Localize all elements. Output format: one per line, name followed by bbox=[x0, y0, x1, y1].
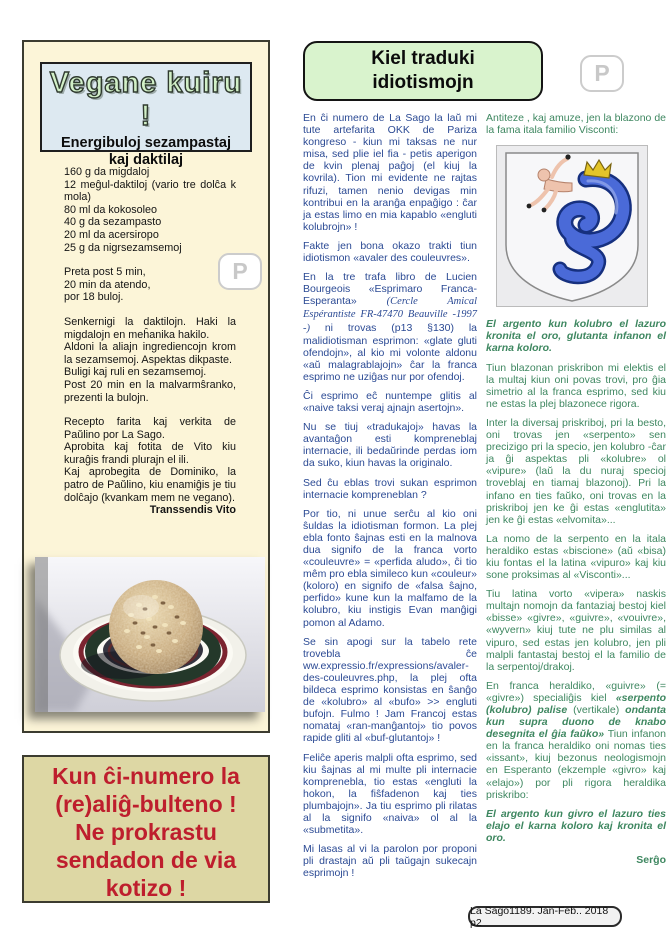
credit-line: Kaj aprobegita de Dominiko, la patro de Paŭlino, kiu enamiĝis je tiu dolĉajo (kvankam mem ne vegano). bbox=[64, 466, 236, 504]
heraldic-term: «serpento (kolubro) palise bbox=[486, 691, 666, 716]
article-paragraph: Tiun blazonan priskribon mi elektis el la multaj kiun oni povas trovi, pro ĝia simetrio al la franca esprimo, sed kiu ne estas la plej blazonece rigora. bbox=[486, 361, 666, 410]
article-paragraph: Antiteze , kaj amuze, jen la blazono de la fama itala familio Visconti: bbox=[486, 112, 666, 137]
step-line: Aldoni la aliajn ingrediencojn krom la sezamsemoj. Aspektas dikpaste. bbox=[64, 341, 236, 366]
p-badge-header bbox=[580, 55, 624, 92]
author-signature: Serĝo bbox=[636, 854, 666, 867]
page-footer bbox=[468, 906, 622, 927]
blazon-description-quote: El argento kun kolubro el lazuro kronita el oro, glutanta infanon el karna koloro. bbox=[486, 318, 666, 355]
timing-line: Preta post 5 min, bbox=[64, 266, 146, 279]
credits-block bbox=[64, 416, 236, 517]
paragraph-segment: (vertikale) bbox=[573, 704, 626, 716]
article-paragraph: Nu se tiuj «tradukajoj» havas la avantaĝon esti kompreneblaj internacie, ili bedaŭrinde perdas iom da suko, kiun havas la originalo. bbox=[303, 421, 477, 470]
ingredient-line: 40 g da sezampasto bbox=[64, 216, 162, 229]
ingredient-list bbox=[64, 166, 236, 254]
recipe-subtitle: Energibuloj sezampastaj kaj daktilaj bbox=[60, 135, 232, 169]
article-paragraph: Se sin apogi sur la tabelo rete trovebla ĉe ww.expressio.fr/expressions/avaler-des-couleuvres.php, la plej ofta bildeca esprimo konsistas en ŝanĝo de «kolubro» al «bufo» >> engluti bufojn. Fulmo ! Jam Francoj estas nomataj «ran-manĝantoj» tio povos rapide gliti al «buf-glutantoj» ! bbox=[303, 635, 477, 745]
paragraph-segment: Tiun infanon en la franca heraldiko oni nomas ties «issant», kiuj bezonus neologismojn en Esperanto (ekzemple «givro» kaj «elajo») por pli rigora heraldika priskribo: bbox=[486, 728, 666, 801]
p-badge-letter: P bbox=[594, 60, 610, 86]
recipe-photo bbox=[35, 557, 265, 712]
steps-block bbox=[64, 316, 236, 404]
ingredient-line: 12 meĝul-daktiloj (vario tre dolĉa k mola) bbox=[64, 178, 236, 204]
membership-announcement bbox=[22, 755, 270, 903]
paragraph-segment: En franca heraldiko, «guivre» (= «givre») specialiĝis kiel bbox=[486, 679, 666, 704]
announcement-line: sendadon de via bbox=[55, 847, 237, 873]
ingredient-line: 160 g da migdaloj bbox=[64, 166, 150, 178]
paragraph-segment: ni trovas (p13 §130) la malidiotisman esprimon: «glate gluti ofendojn», al kio mi volonte aldonu «aŭ malagrablajojn» ĉar la franca esprimo ne uziĝas nur por ofendoj. bbox=[303, 321, 477, 383]
article-title-line1: Kiel traduki bbox=[371, 48, 475, 70]
article-paragraph: La nomo de la serpento en la itala heraldiko estas «biscione» (aŭ «bisa) kiu fontas el la latina «vipuro» kaj kiu sone proksimas al «Visconti»... bbox=[486, 532, 666, 582]
article-column-middle bbox=[303, 112, 477, 886]
article-paragraph: Inter la diversaj priskriboj, pri la besto, oni trovas jen «serpento» sen precizigo pri la specio, jen kolubro -ĉar ja ĝi aspektas pli «kolubre» ol «vipure» (laŭ la du nuraj specioj troveblaj en tiamaj blazonoj). Pri la infano en ties faŭko, oni trovas en la priskriboj jen ke ĝi estas «englutita» jen ke ĝi estas «elvomita»... bbox=[486, 416, 666, 526]
step-line: Senkernigi la daktilojn. Haki la migdalojn en meĥanika hakilo. bbox=[64, 315, 236, 341]
article-paragraph bbox=[303, 271, 477, 383]
article-paragraph: Mi lasas al vi la parolon por proponi pli drastajn aŭ pli taŭgajn sukecajn esprimojn ! bbox=[303, 843, 477, 880]
timing-block bbox=[64, 266, 236, 304]
recipe-title: Vegane kuiru ! bbox=[49, 67, 243, 132]
ingredient-line: 80 ml da kokosoleo bbox=[64, 203, 158, 216]
recipe-signature: Transsendis Vito bbox=[149, 504, 236, 517]
article-paragraph: Ĉi esprimo eĉ nuntempe glitis al «naive taksi veraj ajnajn asertojn». bbox=[303, 389, 477, 415]
recipe-body bbox=[64, 166, 236, 529]
timing-line: por 18 buloj. bbox=[64, 291, 124, 304]
article-paragraph: Tiu latina vorto «vipera» naskis multajn nomojn da fantaziaj bestoj kiel «bisse» «givre», «guivre», «vouivre», «wyvern» kiuj tute ne plu similas al vipuro, sed estas jen kolubro, jen pli malpli fantastaj bestoj el la familio de la serpentoj/drakoj. bbox=[486, 588, 666, 673]
article-column-right bbox=[486, 112, 666, 866]
article-title-box bbox=[303, 41, 543, 101]
book-reference: (Cercle Amical Espérantiste FR-47470 Beauville -1997 -) bbox=[303, 296, 477, 334]
ingredient-line: 20 ml da acersiropo bbox=[64, 228, 159, 241]
article-title-line2: idiotismojn bbox=[372, 72, 474, 93]
visconti-blazon-image bbox=[496, 145, 648, 307]
announcement-line: kotizo ! bbox=[105, 875, 187, 901]
article-paragraph: En ĉi numero de La Sago la laŭ mi tute artefarita OKK de Pariza kongreso - kiun mi taksas ne nur misa, sed plie iel fia - petis aperigon de kvin plenaj paĝoj (el kiuj la kovrila). Tion mi evidente ne rajtas rifuzi, tamen nenio devigas min kontribui en la aranĝa enpaĝigo : ĉar ja estas limo en mia kapablo «engluti kolubrojn» ! bbox=[303, 112, 477, 233]
heraldic-term: ondanta kun supra duono de knabo desegnita el ĝia faŭko» bbox=[486, 704, 666, 741]
credit-line: Aprobita kaj fotita de Vito kiu kuraĝis frandi plurajn el ili. bbox=[64, 441, 236, 466]
article-paragraph: Fakte jen bona okazo trakti tiun idiotismon «avaler des couleuvres». bbox=[303, 239, 477, 265]
credit-line: Recepto farita kaj verkita de Paŭlino por La Sago. bbox=[64, 416, 236, 441]
article-paragraph bbox=[486, 680, 666, 801]
blazon-description-quote: El argento kun givro el lazuro ties elajo el karna koloro kaj kronita el oro. bbox=[486, 807, 666, 844]
article-paragraph: Feliĉe aperis malpli ofta esprimo, sed kiu ŝajnas al mi multe pli internacie komprenebla, tio estas «engluti la hokon, la fiŝfadenon kaj ties plumbajojn». Ja tiu esprimo pli rilatas al la signifo «naiva» ol al la «submetita». bbox=[303, 751, 477, 837]
announcement-line: Ne prokrastu bbox=[75, 819, 217, 845]
p-badge-letter: P bbox=[232, 258, 248, 284]
paragraph-segment: En la tre trafa libro de Lucien Bourgeois «Esprimaro Franca-Esperanta» bbox=[303, 271, 477, 308]
footer-text: La Sago1189. Jan-Feb.. 2018 p2 bbox=[470, 904, 609, 929]
announcement-line: Kun ĉi-numero la bbox=[52, 763, 240, 789]
step-line: Buligi kaj ruli en sezamsemoj. bbox=[64, 366, 207, 379]
ingredient-line: 25 g da nigrsezamsemoj bbox=[64, 241, 182, 254]
step-line: Post 20 min en la malvarmŝranko, prezenti la bulojn. bbox=[64, 378, 236, 404]
article-paragraph: Por tio, ni unue serĉu al kio oni ŝuldas la idiotisman formon. La plej ebla fonto ŝajnas esti en la malnova dua signifo de la franca vorto «couleuvre» = «perfida aludo», ĉi tio mêm pro ebla simileco kun «couleur» (koloro) en signifo de «falsa ŝajno, perfido» kune kun la malfamo de la kolubro, kiu instigis Evan manĝigi pomon al Adamo. bbox=[303, 507, 477, 629]
recipe-panel bbox=[22, 40, 270, 733]
timing-line: 20 min da atendo, bbox=[64, 278, 151, 291]
recipe-title-box bbox=[40, 62, 252, 169]
energy-ball-photo-illustration bbox=[35, 557, 265, 712]
article-paragraph: Sed ĉu eblas trovi sukan esprimon internacie kompreneblan ? bbox=[303, 476, 477, 501]
announcement-line: (re)aliĝ-bulteno ! bbox=[55, 791, 237, 817]
